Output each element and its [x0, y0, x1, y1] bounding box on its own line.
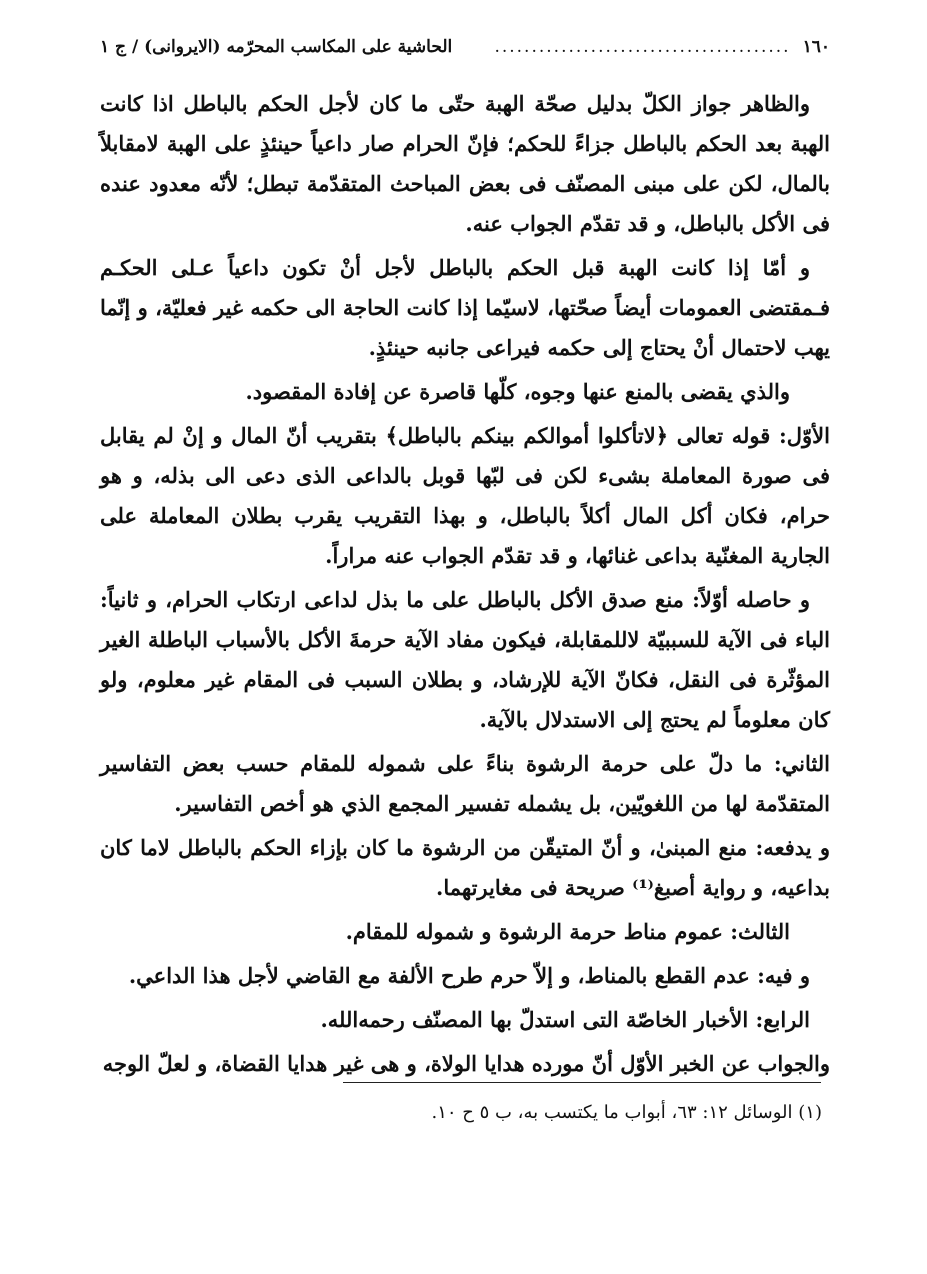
- book-title: الحاشية على المكاسب المحرّمه (الايروانى) / ج ١: [100, 37, 453, 57]
- paragraph-3: والذي يقضى بالمنع عنها وجوه، كلّها قاصرة عن إفادة المقصود.: [245, 379, 790, 404]
- main-text: [100, 84, 830, 1088]
- paragraph-5: و حاصله أوّلاً: منع صدق الأكل بالباطل على ما بذل لداعى ارتكاب الحرام، و ثانياً: الباء فى الآية للسببيّة لاللمقابلة، فيكون مفاد الآية حرمةَ الأكل بالأسباب الباطلة الغير المؤثّرة فى النقل، فكانّ الآية للإرشاد، و بطلان السبب فى المقام غير معلوم، ولو كان معلوماً لم يحتج إلى الاستدلال بالآية.: [100, 587, 830, 732]
- paragraph-7: و يدفعه: منع المبنىٰ، و أنّ المتيقّن من الرشوة ما كان بإزاء الحكم بالباطل لاما كان بداعيه، و رواية أصبغ⁽¹⁾ صريحة فى مغايرتهما.: [100, 835, 830, 900]
- footnote: (١) الوسائل ١٢: ٦٣، أبواب ما يكتسب به، ب ٥ ح ١٠.: [431, 1102, 822, 1123]
- paragraph-10: الرابع: الأخبار الخاصّة التى استدلّ بها المصنّف رحمه‌الله.: [320, 1007, 810, 1032]
- paragraph-2: و أمّا إذا كانت الهبة قبل الحكم بالباطل لأجل أنْ تكون داعياً عـلى الحكـم فـمقتضى العمومات أيضاً صحّتها، لاسيّما إذا كانت الحاجة الى حكمه غير فعليّة، و إنّما يهب لاحتمال أنْ يحتاج إلى حكمه فيراعى جانبه حينئذٍ.: [100, 255, 830, 360]
- paragraph-9: و فيه: عدم القطع بالمناط، و إلاّ حرم طرح الألفة مع القاضي لأجل هذا الداعي.: [128, 963, 810, 988]
- running-header: [100, 30, 830, 64]
- page-number: ١٦٠: [802, 37, 830, 57]
- header-leader-dots: ........................................: [494, 37, 791, 57]
- paragraph-8: الثالث: عموم مناط حرمة الرشوة و شموله للمقام.: [345, 919, 790, 944]
- paragraph-11: والجواب عن الخبر الأوّل أنّ مورده هدايا الولاة، و هى غير هدايا القضاة، و لعلّ الوجه: [102, 1051, 830, 1076]
- footnote-divider: [343, 1082, 821, 1083]
- paragraph-6: الثاني: ما دلّ على حرمة الرشوة بناءً على شموله للمقام حسب بعض التفاسير المتقدّمة لها من اللغويّين، بل يشمله تفسير المجمع الذي هو أخص التفاسير.: [100, 751, 830, 816]
- paragraph-1: والظاهر جواز الكلّ بدليل صحّة الهبة حتّى ما كان لأجل الحكم بالباطل اذا كانت الهبة بعد الحكم بالباطل جزاءً للحكم؛ فإنّ الحرام صار داعياً حينئذٍ على الهبة لامقابلاً بالمال، لكن على مبنى المصنّف فى بعض المباحث المتقدّمة تبطل؛ لأنّه معدود عنده فى الأكل بالباطل، و قد تقدّم الجواب عنه.: [100, 91, 830, 236]
- paragraph-4: الأوّل: قوله تعالى ﴿لاتأكلوا أموالكم بينكم بالباطل﴾ بتقريب أنّ المال و إنْ لم يقابل فى صورة المعاملة بشىء لكن فى لبّها قوبل بالداعى الذى دعى الى بذله، و هو حرام، فكان أكل المال أكلاً بالباطل، و بهذا التقريب يقرب بطلان المعاملة على الجارية المغنّية بداعى غنائها، و قد تقدّم الجواب عنه مراراً.: [100, 423, 830, 568]
